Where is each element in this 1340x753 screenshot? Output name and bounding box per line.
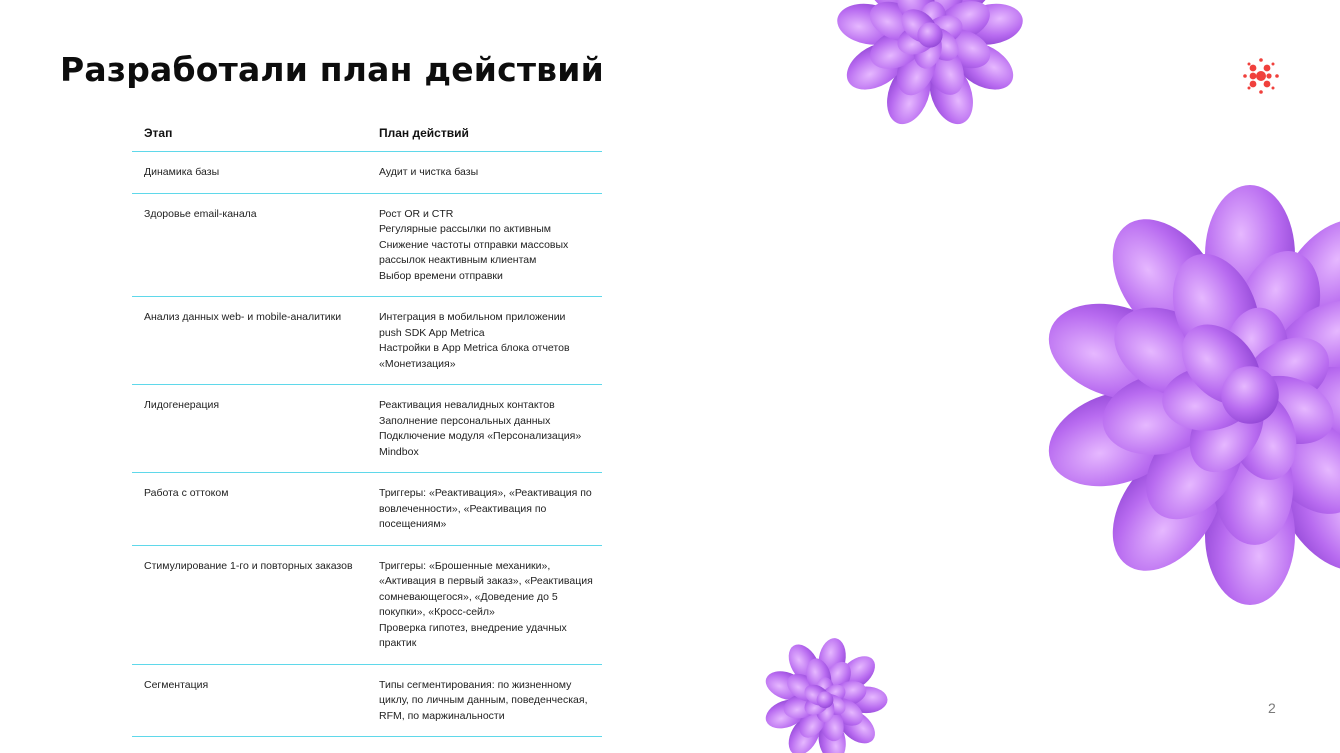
- stage-cell: Лидогенерация: [144, 399, 220, 411]
- stage-cell: Работа с оттоком: [144, 487, 229, 499]
- slide-title: Разработали план действий: [60, 50, 604, 89]
- table-row: [132, 546, 602, 665]
- plan-line: Mindbox: [379, 445, 419, 458]
- action-plan-table: [132, 114, 602, 737]
- plan-line: Триггеры: «Реактивация», «Реактивация по: [379, 487, 592, 499]
- stage-cell: Динамика базы: [144, 166, 220, 178]
- stage-cell: Сегментация: [144, 678, 209, 691]
- plan-line: рассылок неактивным клиентам: [379, 254, 537, 266]
- plan-line: посещениям»: [379, 518, 447, 530]
- stage-cell: Анализ данных web- и mobile-аналитики: [144, 311, 342, 323]
- plan-line: Типы сегментирования: по жизненному: [379, 678, 572, 691]
- plan-line: циклу, по личным данным, поведенческая,: [379, 694, 588, 706]
- plan-cell: [367, 559, 602, 652]
- plan-cell: [367, 165, 602, 181]
- flower-right-decoration: [1040, 185, 1340, 605]
- table-header-row: [132, 114, 602, 152]
- plan-line: «Монетизация»: [379, 357, 456, 370]
- table-row: [132, 297, 602, 385]
- flower-bottom-decoration: [720, 620, 930, 753]
- page-number: 2: [1268, 700, 1276, 716]
- flower-center: [917, 22, 942, 47]
- plan-line: сомневающегося», «Доведение до 5: [379, 590, 558, 603]
- flower-top-decoration: [820, 0, 1040, 130]
- table-row: [132, 194, 602, 298]
- plan-line: push SDK App Metrica: [379, 326, 485, 339]
- plan-line: Реактивация невалидных контактов: [379, 399, 555, 411]
- plan-line: Рост OR и CTR: [379, 207, 454, 220]
- flower-center: [817, 691, 834, 708]
- plan-line: Регулярные рассылки по активным: [379, 223, 552, 235]
- plan-line: Триггеры: «Брошенные механики»,: [379, 559, 551, 572]
- plan-cell: [367, 207, 602, 285]
- plan-line: Снижение частоты отправки массовых: [379, 238, 569, 251]
- plan-line: Настройки в App Metrica блока отчетов: [379, 342, 570, 354]
- header-stage: Этап: [144, 125, 173, 140]
- table-body: [132, 152, 602, 737]
- plan-line: покупки», «Кросс-сейл»: [379, 606, 495, 618]
- table-row: [132, 385, 602, 473]
- plan-line: Аудит и чистка базы: [379, 166, 479, 178]
- plan-cell: [367, 486, 602, 533]
- brand-logo: [1240, 55, 1282, 97]
- plan-cell: [367, 310, 602, 372]
- plan-cell: [367, 398, 602, 460]
- plan-line: практик: [379, 637, 417, 649]
- plan-line: Выбор времени отправки: [379, 269, 503, 282]
- header-plan: План действий: [379, 125, 469, 140]
- plan-line: Заполнение персональных данных: [379, 414, 551, 427]
- plan-line: Интеграция в мобильном приложении: [379, 311, 566, 323]
- plan-line: RFM, по маржинальности: [379, 709, 505, 722]
- table-row: [132, 152, 602, 194]
- table-row: [132, 473, 602, 546]
- plan-line: Проверка гипотез, внедрение удачных: [379, 621, 567, 634]
- plan-line: «Активация в первый заказ», «Реактивация: [379, 575, 593, 587]
- table-row: [132, 665, 602, 738]
- plan-line: Подключение модуля «Персонализация»: [379, 430, 582, 442]
- stage-cell: Стимулирование 1-го и повторных заказов: [144, 559, 353, 572]
- plan-cell: [367, 678, 602, 725]
- flower-center: [1221, 366, 1279, 424]
- plan-line: вовлеченности», «Реактивация по: [379, 502, 547, 515]
- stage-cell: Здоровье email-канала: [144, 207, 257, 220]
